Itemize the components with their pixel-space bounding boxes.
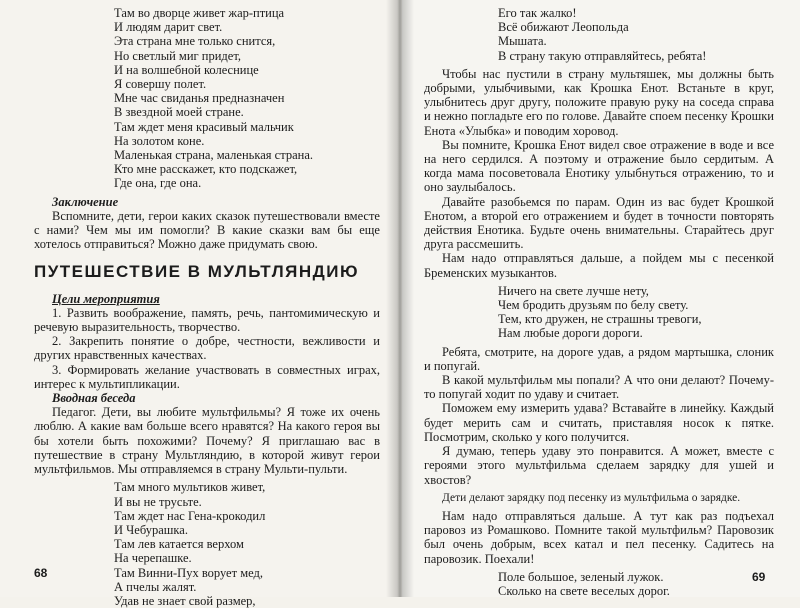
paragraph: Вы помните, Крошка Енот видел свое отражение в воде и все на него сердился. А поэтому и отражение было сердитым. А когда мама посоветовала Енотику улыбнуться отражению, то и оно заулыбалось.: [424, 137, 774, 195]
verse-line: Там ждет меня красивый мальчик: [114, 119, 294, 134]
verse-cartoons: [114, 480, 380, 608]
verse-line: В страну такую отправляйтесь, ребята!: [498, 48, 707, 63]
right-page: [402, 0, 800, 597]
goals-heading: Цели мероприятия: [52, 291, 160, 306]
verse-line: Я совершу полет.: [114, 77, 207, 92]
verse-line: Мне час свиданья предназначен: [114, 91, 285, 106]
goal-item: 3. Формировать желание участвовать в совместных играх, интерес к мультипликации.: [34, 362, 380, 391]
book-gutter-shadow: [386, 0, 414, 597]
verse-line: И вы не трусьте.: [114, 494, 202, 509]
verse-line: Эта страна мне только снится,: [114, 34, 276, 49]
verse-line: На золотом коне.: [114, 133, 205, 148]
intro-heading: Вводная беседа: [52, 391, 136, 406]
verse-leopold: [498, 6, 774, 63]
verse-line: В звездной моей стране.: [114, 105, 244, 120]
verse-line: Там во дворце живет жар-птица: [114, 6, 285, 20]
conclusion-text: Вспомните, дети, герои каких сказок путешествовали вместе с нами? Чем мы им помогли? В какие сказки вам бы еще хотелось отправиться? Можно даже придумать свою.: [34, 208, 380, 252]
verse-line: Его так жалко!: [498, 6, 577, 20]
goal-item: 1. Развить воображение, память, речь, пантомимическую и речевую выразительность, творчество.: [34, 305, 380, 335]
verse-line: Тем, кто дружен, не страшны тревоги,: [498, 312, 702, 327]
verse-line: И людям дарит свет.: [114, 20, 223, 35]
paragraph: Чтобы нас пустили в страну мультяшек, мы должны быть добрыми, улыбчивыми, как Крошка Енот. Встаньте в круг, улыбнитесь друг другу, положите правую руку на соседа справа и нежно погладьте его по голове. Давайте споем песенку Крошки Енота «Улыбка» и поводим хоровод.: [424, 66, 774, 138]
verse-line: Маленькая страна, маленькая страна.: [114, 148, 313, 163]
goal-item: 2. Закрепить понятие о добре, честности, вежливости и других нравственных качествах.: [34, 334, 380, 363]
verse-line: Сколько на свете веселых дорог.: [498, 583, 670, 598]
verse-line: Там много мультиков живет,: [114, 480, 266, 495]
conclusion-heading: Заключение: [52, 194, 119, 209]
left-page-content: [34, 6, 380, 608]
teacher-text: Педагог. Дети, вы любите мультфильмы? Я тоже их очень люблю. А какие вам больше всего нравятся? На какого героя вы бы хотели быть похожими? Почему? Я приглашаю вас в путешествие в страну Мультляндию, в которой живут герои мультфильмов. Мы отправляемся в страну Мульти-пульти.: [34, 405, 380, 477]
paragraph: Я думаю, теперь удаву это понравится. А может, вместе с героями этого мультфильма сделаем зарядку для ушей и хвостов?: [424, 444, 774, 487]
stage-direction: Дети делают зарядку под песенку из мультфильма о зарядке.: [442, 491, 741, 504]
verse-line: Мышата.: [498, 34, 547, 49]
verse-musicians: [498, 284, 774, 341]
verse-line: И Чебурашка.: [114, 522, 188, 537]
verse-line: И на волшебной колеснице: [114, 62, 259, 77]
verse-line: Там Винни-Пух ворует мед,: [114, 565, 263, 580]
verse-line: А пчелы жалят.: [114, 579, 197, 594]
chapter-title: ПУТЕШЕСТВИЕ В МУЛЬТЛЯНДИЮ: [34, 262, 359, 282]
verse-line: Ничего на свете лучше нету,: [498, 283, 649, 298]
paragraph: Поможем ему измерить удава? Вставайте в линейку. Каждый будет мерить сам и считать, приставляя носок к пятке. Посмотрим, сколько у кого получится.: [424, 401, 774, 444]
verse-palace: [114, 6, 380, 191]
verse-line: Чем бродить друзьям по белу свету.: [498, 298, 689, 313]
verse-line: Там ждет нас Гена-крокодил: [114, 508, 266, 523]
paragraph: Нам надо отправляться дальше. А тут как раз подъехал паровоз из Ромашково. Помните такой мультфильм? Паровозик был очень добрым, всех катал и пел песенку. Садитесь на паровозик. Поехали!: [424, 508, 774, 566]
verse-line: Там лев катается верхом: [114, 537, 244, 552]
verse-line: Нам любые дороги дороги.: [498, 326, 643, 341]
verse-line: На черепашке.: [114, 551, 192, 566]
verse-line: Где она, где она.: [114, 176, 202, 191]
verse-field: [498, 570, 774, 598]
page-number-left: 68: [34, 566, 48, 580]
paragraph: Нам надо отправляться дальше, а пойдем мы с песенкой Бременских музыкантов.: [424, 251, 774, 280]
paragraph: Давайте разобьемся по парам. Один из вас будет Крошкой Енотом, а второй его отражением и будет в точности повторять действия Енотика. Будьте очень внимательны. Старайтесь друг друга рассмешить.: [424, 194, 774, 252]
paragraph: Ребята, смотрите, на дороге удав, а рядом мартышка, слоник и попугай.: [424, 344, 774, 373]
paragraph: В какой мультфильм мы попали? А что они делают? Почему-то попугай ходит по удаву и считает.: [424, 373, 774, 402]
verse-line: Но светлый миг придет,: [114, 48, 241, 63]
verse-line: Всё обижают Леопольда: [498, 20, 629, 35]
verse-line: Поле большое, зеленый лужок.: [498, 569, 664, 584]
page-number-right: 69: [752, 570, 766, 584]
left-page: [0, 0, 398, 608]
right-page-content: [424, 6, 774, 598]
verse-line: Удав не знает свой размер,: [114, 593, 256, 608]
verse-line: Кто мне расскажет, кто подскажет,: [114, 162, 298, 177]
